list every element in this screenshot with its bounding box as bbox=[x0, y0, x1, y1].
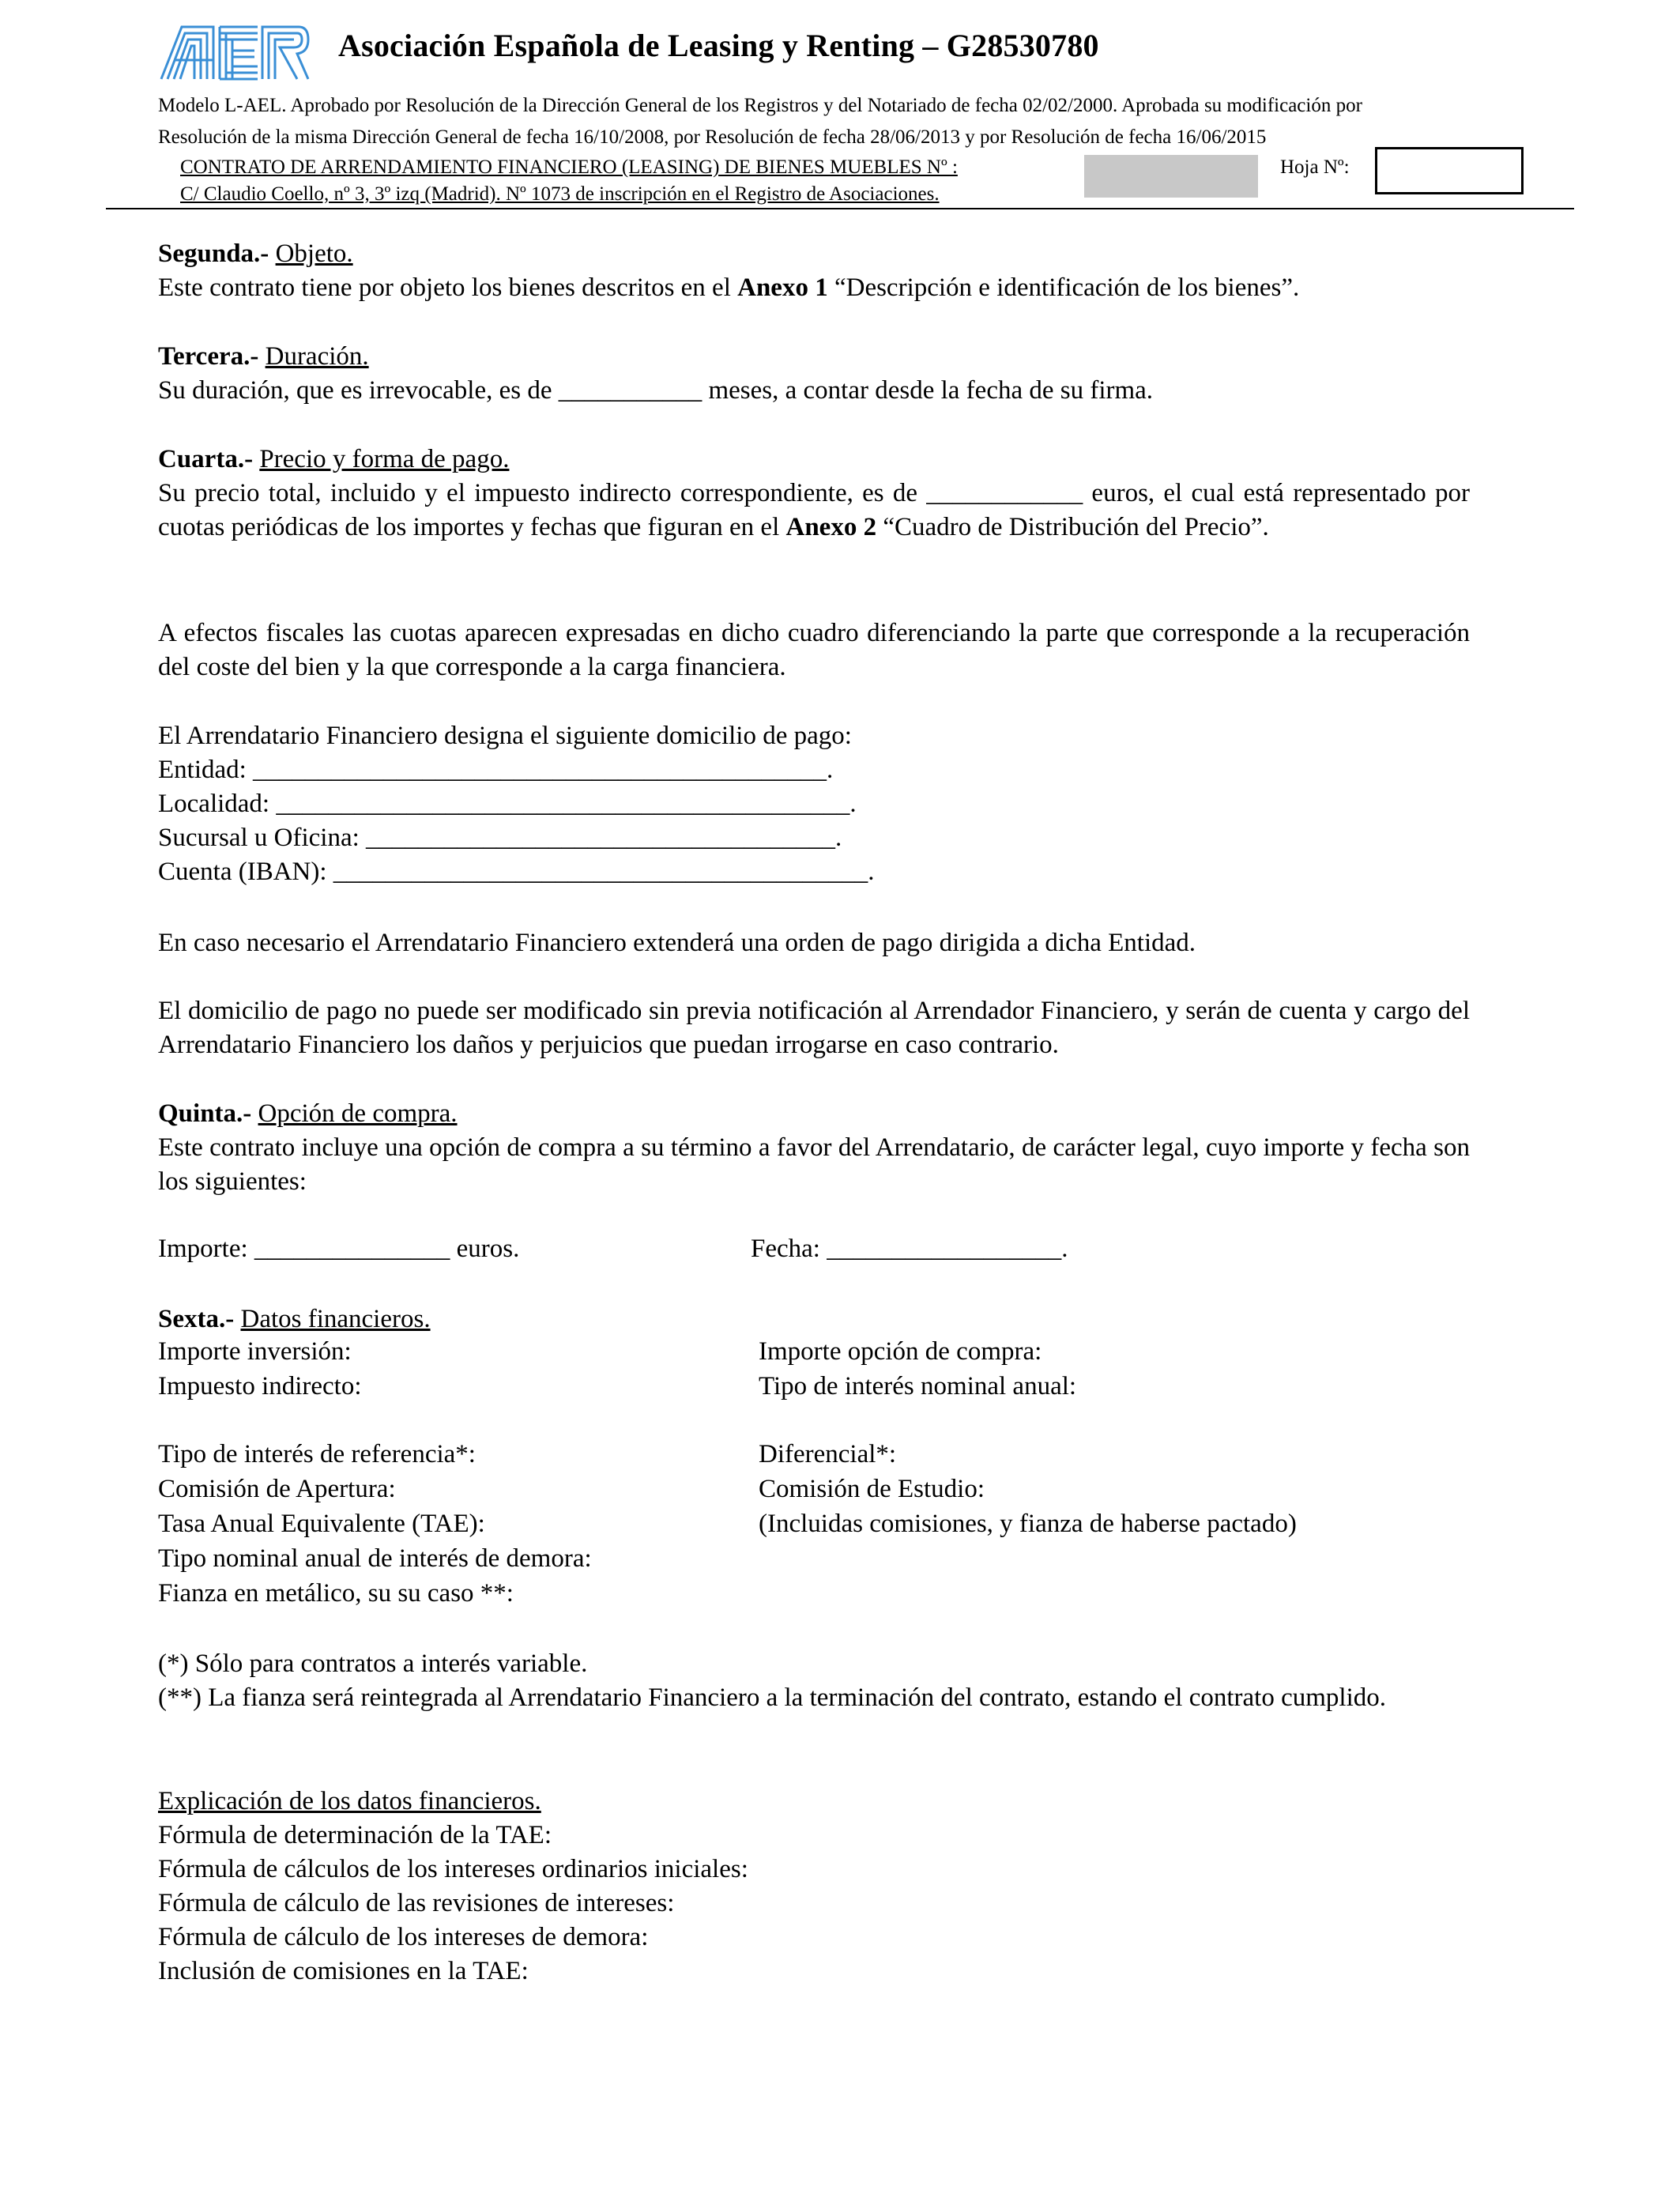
cuarta-p1-c: “Cuadro de Distribución del Precio”. bbox=[876, 513, 1269, 541]
segunda-subheading: Objeto. bbox=[275, 239, 353, 268]
cuarta-p5 bbox=[158, 994, 1470, 1062]
section-explicacion bbox=[158, 1785, 1470, 1989]
cuarta-p4 bbox=[158, 926, 1470, 960]
hoja-label: Hoja Nº: bbox=[1280, 156, 1350, 178]
tercera-heading: Tercera.- bbox=[158, 342, 259, 371]
comision-estudio-label: Comisión de Estudio: bbox=[759, 1475, 985, 1503]
tercera-text: Su duración, que es irrevocable, es de ___________ meses, a contar desde la fecha de su firma. bbox=[158, 376, 1154, 405]
segunda-text-a: Este contrato tiene por objeto los bienes descritos en el bbox=[158, 273, 738, 302]
model-approval-line-1: Modelo L-AEL. Aprobado por Resolución de la Dirección General de los Registros y del Notariado de fecha 02/02/2000. Aprobada su modificación por bbox=[158, 95, 1362, 116]
association-address: C/ Claudio Coello, nº 3, 3º izq (Madrid). Nº 1073 de inscripción en el Registro de Asociaciones. bbox=[180, 183, 940, 205]
section-tercera bbox=[158, 340, 1470, 408]
tae-label: Tasa Anual Equivalente (TAE): bbox=[158, 1510, 485, 1538]
cuarta-subheading: Precio y forma de pago. bbox=[259, 445, 510, 473]
cuarta-p4-text: En caso necesario el Arrendatario Financiero extenderá una orden de pago dirigida a dicha Entidad. bbox=[158, 929, 1196, 957]
section-segunda bbox=[158, 237, 1470, 305]
sexta-subheading: Datos financieros. bbox=[240, 1305, 431, 1333]
formula-demora: Fórmula de cálculo de los intereses de demora: bbox=[158, 1923, 649, 1951]
cuarta-p3: El Arrendatario Financiero designa el siguiente domicilio de pago: bbox=[158, 722, 852, 750]
page-title: Asociación Española de Leasing y Renting – G28530780 bbox=[338, 28, 1099, 63]
tipo-interes-nominal-label: Tipo de interés nominal anual: bbox=[759, 1372, 1077, 1400]
note-fianza: (**) La fianza será reintegrada al Arrendatario Financiero a la terminación del contrato, estando el contrato cumplido. bbox=[158, 1683, 1386, 1712]
sucursal-field[interactable]: Sucursal u Oficina: ____________________________________. bbox=[158, 824, 842, 852]
formula-revisiones: Fórmula de cálculo de las revisiones de intereses: bbox=[158, 1889, 675, 1917]
interes-demora-label: Tipo nominal anual de interés de demora: bbox=[158, 1544, 592, 1573]
diferencial-label: Diferencial*: bbox=[759, 1440, 897, 1468]
comision-apertura-label: Comisión de Apertura: bbox=[158, 1475, 396, 1503]
sexta-heading: Sexta.- bbox=[158, 1305, 235, 1333]
cuarta-p5-text: El domicilio de pago no puede ser modificado sin previa notificación al Arrendador Financiero, y serán de cuenta y cargo del Arrendatario Financiero los daños y perjuicios que puedan irrogarse en caso contrario. bbox=[158, 997, 1470, 1059]
localidad-field[interactable]: Localidad: ____________________________________________. bbox=[158, 790, 857, 818]
cuarta-heading: Cuarta.- bbox=[158, 445, 254, 473]
importe-inversion-label: Importe inversión: bbox=[158, 1337, 352, 1366]
section-sexta bbox=[158, 1302, 1470, 1336]
tae-note: (Incluidas comisiones, y fianza de haberse pactado) bbox=[759, 1510, 1297, 1538]
sexta-notes bbox=[158, 1647, 1470, 1715]
quinta-importe-field[interactable]: Importe: _______________ euros. bbox=[158, 1235, 520, 1263]
domicilio-pago bbox=[158, 719, 1470, 889]
quinta-subheading: Opción de compra. bbox=[258, 1099, 458, 1128]
tipo-referencia-label: Tipo de interés de referencia*: bbox=[158, 1440, 476, 1468]
model-approval-line-2: Resolución de la misma Dirección General de fecha 16/10/2008, por Resolución de fecha 28/06/2013 y por Resolución de fecha 16/06/2015 bbox=[158, 126, 1267, 148]
cuarta-p2 bbox=[158, 616, 1470, 684]
impuesto-indirecto-label: Impuesto indirecto: bbox=[158, 1372, 362, 1400]
contract-number-field[interactable] bbox=[1084, 155, 1258, 198]
segunda-anexo: Anexo 1 bbox=[737, 273, 828, 302]
fianza-label: Fianza en metálico, su su caso **: bbox=[158, 1579, 514, 1608]
quinta-heading: Quinta.- bbox=[158, 1099, 252, 1128]
quinta-fecha-field[interactable]: Fecha: __________________. bbox=[751, 1235, 1068, 1263]
tercera-subheading: Duración. bbox=[265, 342, 369, 371]
importe-opcion-label: Importe opción de compra: bbox=[759, 1337, 1042, 1366]
section-quinta bbox=[158, 1097, 1470, 1199]
cuarta-p1-a: Su precio total, incluido y el impuesto indirecto correspondiente, es de ____________ euros, el cual está representado por cuotas periódicas de los importes y fechas que figuran en el bbox=[158, 479, 1470, 541]
formula-intereses-iniciales: Fórmula de cálculos de los intereses ordinarios iniciales: bbox=[158, 1855, 748, 1883]
header-divider bbox=[106, 208, 1574, 209]
segunda-heading: Segunda.- bbox=[158, 239, 269, 268]
note-variable: (*) Sólo para contratos a interés variable. bbox=[158, 1649, 588, 1678]
explicacion-heading: Explicación de los datos financieros. bbox=[158, 1787, 541, 1815]
cuenta-field[interactable]: Cuenta (IBAN): _________________________________________. bbox=[158, 858, 875, 886]
quinta-text: Este contrato incluye una opción de compra a su término a favor del Arrendatario, de carácter legal, cuyo importe y fecha son los siguientes: bbox=[158, 1133, 1470, 1196]
contract-number-label: CONTRATO DE ARRENDAMIENTO FINANCIERO (LEASING) DE BIENES MUEBLES Nº : bbox=[180, 156, 958, 178]
cuarta-anexo: Anexo 2 bbox=[785, 513, 877, 541]
inclusion-comisiones: Inclusión de comisiones en la TAE: bbox=[158, 1957, 529, 1985]
segunda-text-c: “Descripción e identificación de los bienes”. bbox=[827, 273, 1300, 302]
formula-tae: Fórmula de determinación de la TAE: bbox=[158, 1821, 552, 1849]
section-cuarta bbox=[158, 443, 1470, 545]
ael-logo bbox=[158, 24, 310, 82]
cuarta-p2-text: A efectos fiscales las cuotas aparecen expresadas en dicho cuadro diferenciando la parte que corresponde a la recuperación del coste del bien y la que corresponde a la carga financiera. bbox=[158, 619, 1470, 681]
entidad-field[interactable]: Entidad: ____________________________________________. bbox=[158, 756, 834, 784]
hoja-number-field[interactable] bbox=[1375, 147, 1524, 194]
